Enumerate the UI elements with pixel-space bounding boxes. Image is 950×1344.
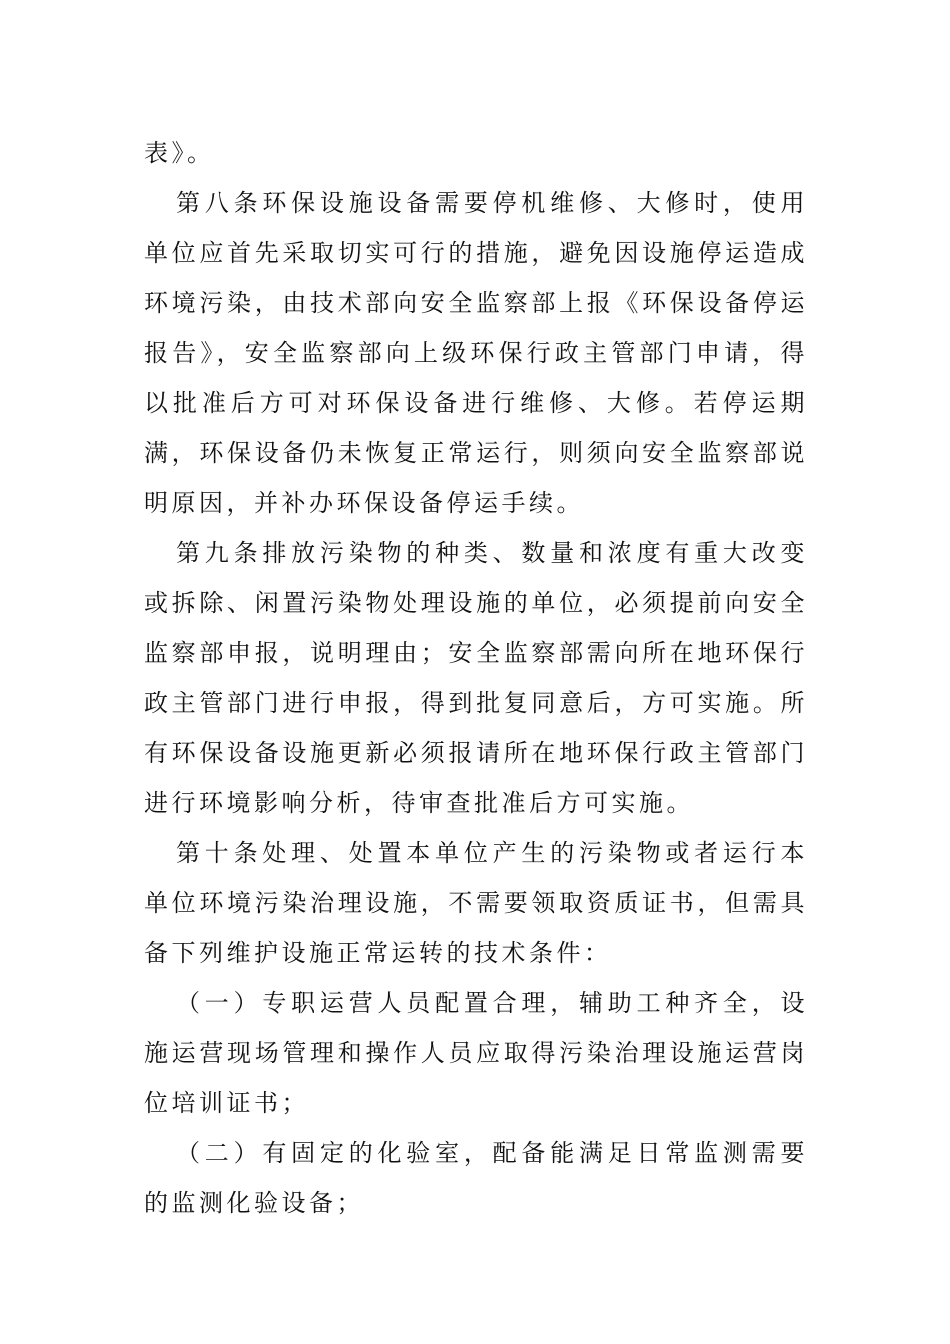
list-item-2: （二）有固定的化验室，配备能满足日常监测需要的监测化验设备； — [144, 1139, 808, 1217]
paragraph-article-10: 第十条处理、处置本单位产生的污染物或者运行本单位环境污染治理设施，不需要领取资质证书，但需具备下列维护设施正常运转的技术条件： — [144, 839, 808, 967]
document-body — [144, 128, 808, 1228]
paragraph-article-9: 第九条排放污染物的种类、数量和浓度有重大改变或拆除、闲置污染物处理设施的单位，必须提前向安全监察部申报，说明理由；安全监察部需向所在地环保行政主管部门进行申报，得到批复同意后，方可实施。所有环保设备设施更新必须报请所在地环保行政主管部门进行环境影响分析，待审查批准后方可实施。 — [144, 539, 808, 817]
list-item-1: （一）专职运营人员配置合理，辅助工种齐全，设施运营现场管理和操作人员应取得污染治理设施运营岗位培训证书； — [144, 989, 808, 1117]
paragraph-continuation: 表》。 — [144, 139, 215, 167]
paragraph-article-8: 第八条环保设施设备需要停机维修、大修时，使用单位应首先采取切实可行的措施，避免因设施停运造成环境污染，由技术部向安全监察部上报《环保设备停运报告》，安全监察部向上级环保行政主管部门申请，得以批准后方可对环保设备进行维修、大修。若停运期满，环保设备仍未恢复正常运行，则须向安全监察部说明原因，并补办环保设备停运手续。 — [144, 189, 808, 517]
